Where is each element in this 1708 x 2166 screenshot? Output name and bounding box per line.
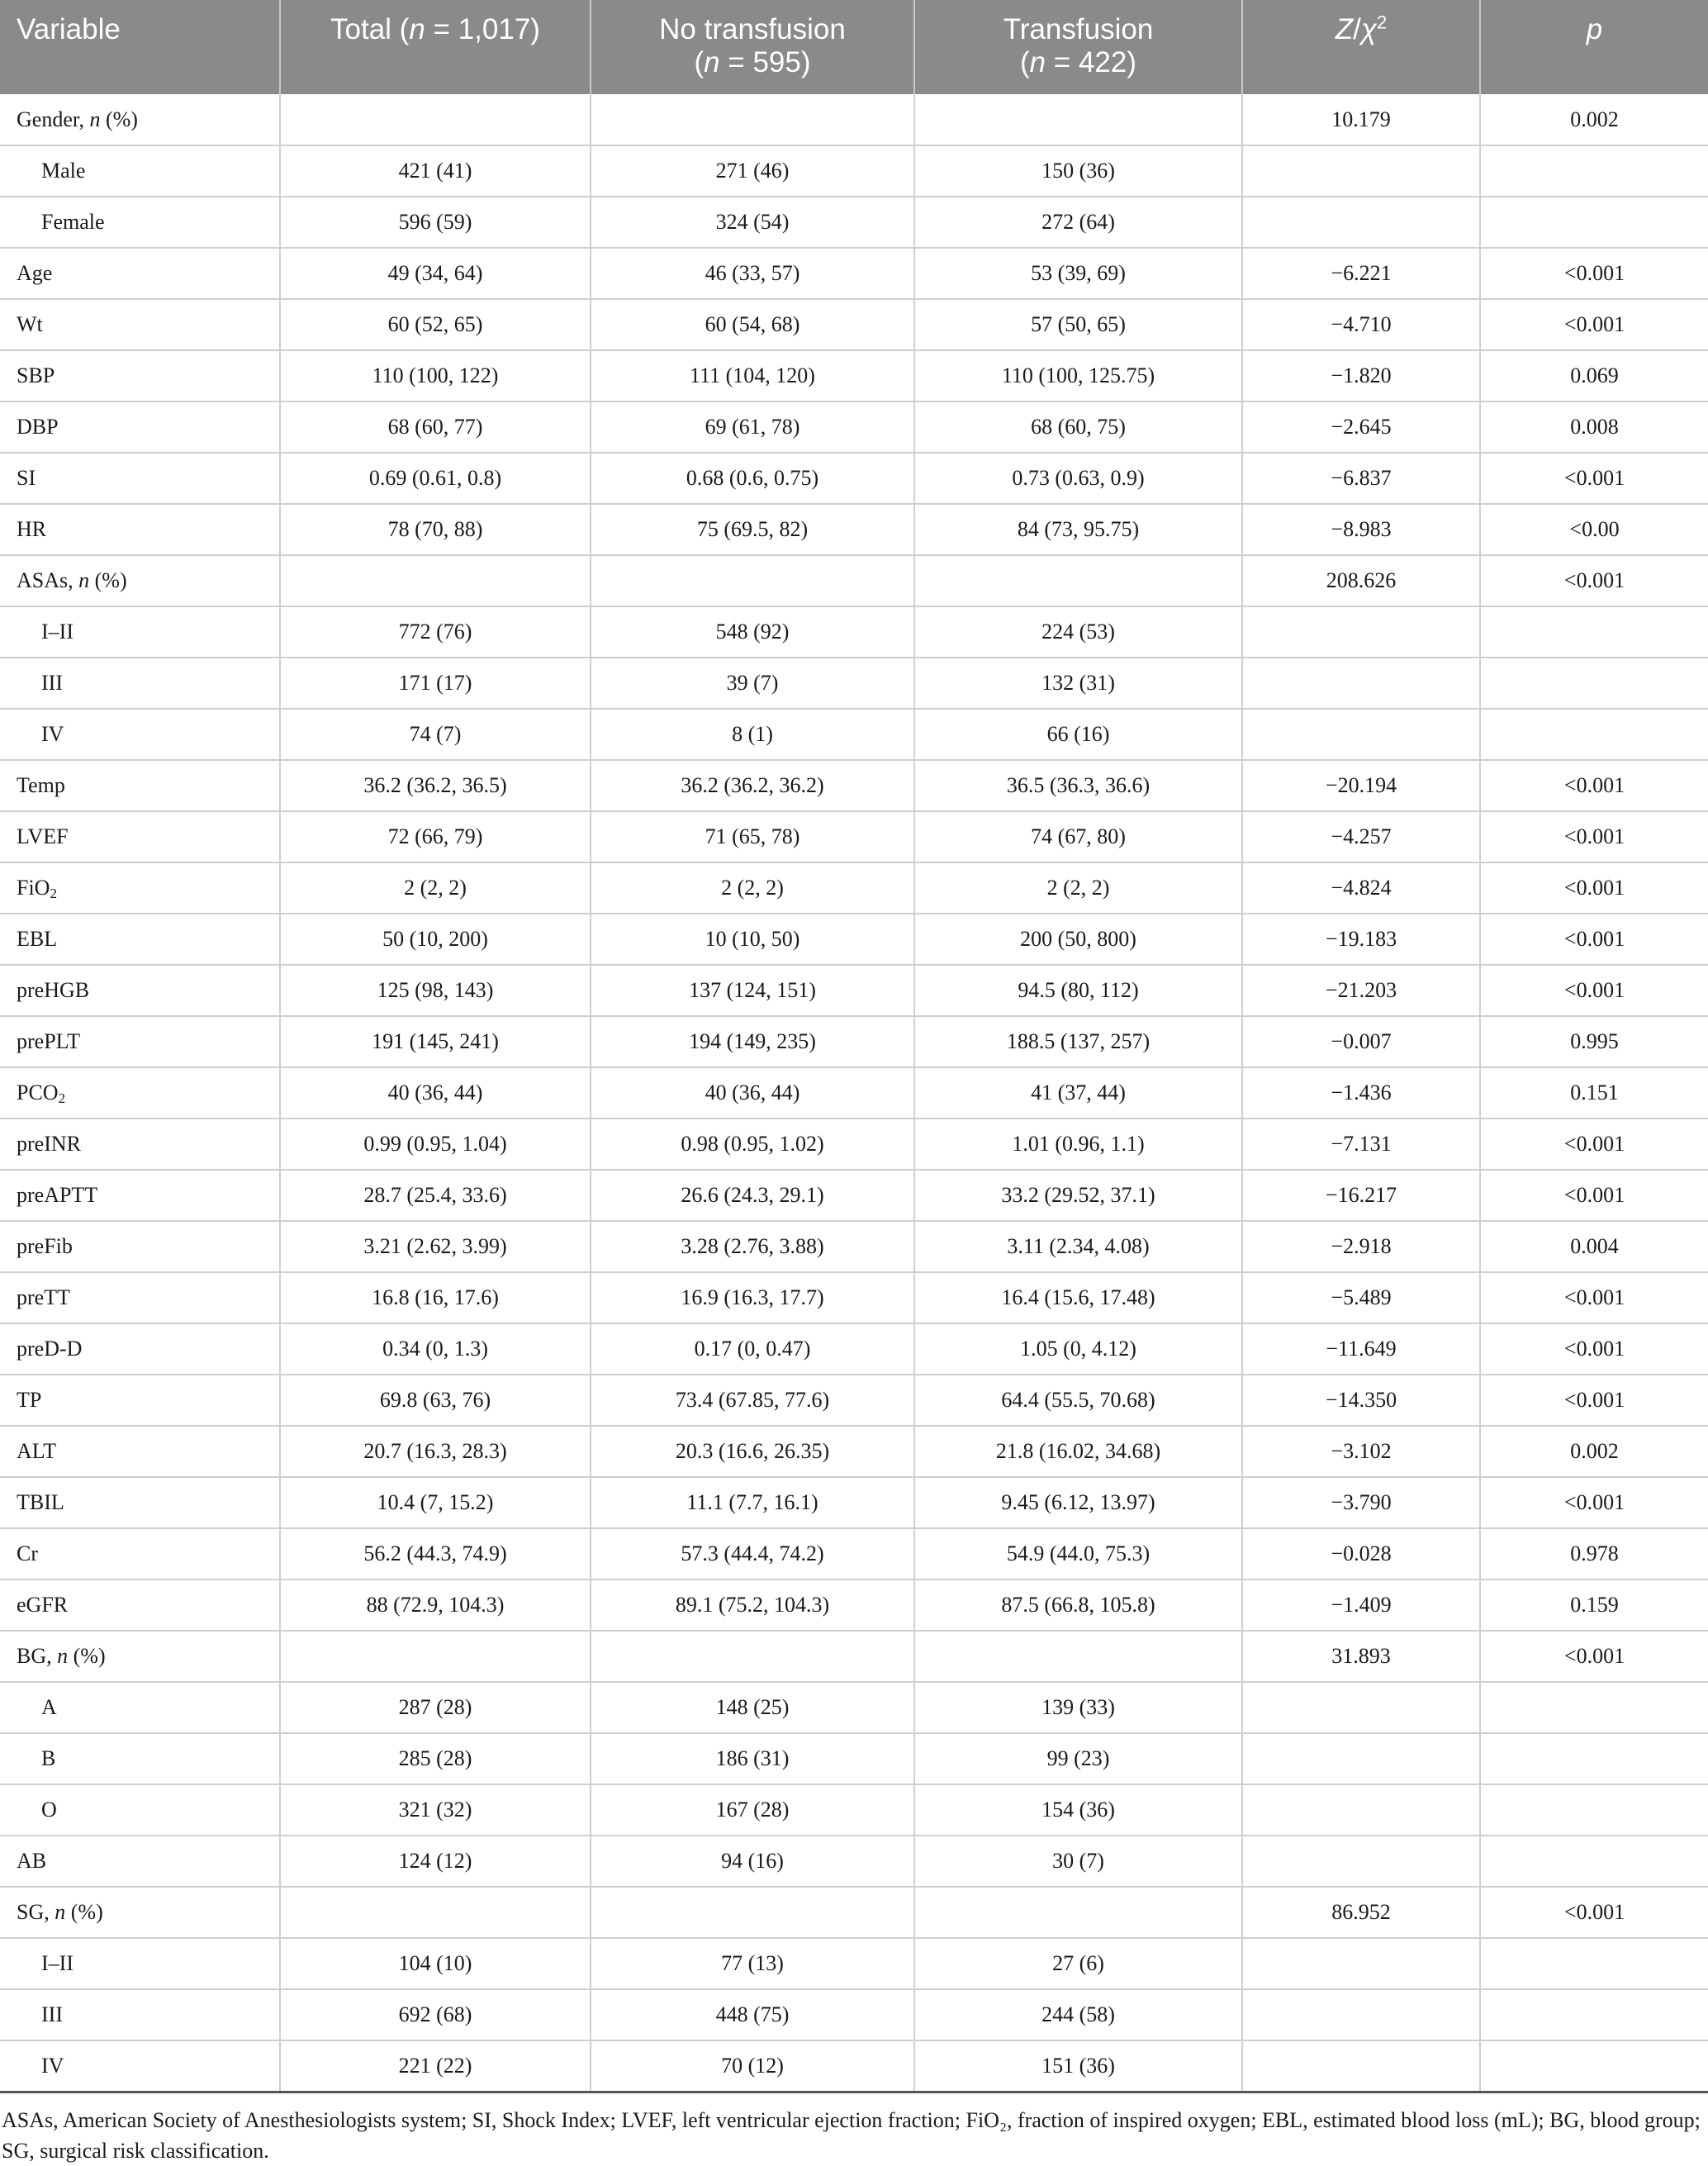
cell-p-value: <0.001 bbox=[1480, 453, 1708, 504]
cell-transfusion: 139 (33) bbox=[914, 1682, 1242, 1733]
header-variable: Variable bbox=[0, 0, 280, 94]
table-row bbox=[0, 1067, 1708, 1119]
header-statistic: $Z/\chi^2$ bbox=[1242, 0, 1480, 94]
cell-no-transfusion: 194 (149, 235) bbox=[591, 1016, 914, 1067]
cell-no-transfusion: 167 (28) bbox=[591, 1784, 914, 1836]
cell-total: 56.2 (44.3, 74.9) bbox=[280, 1528, 591, 1579]
cell-no-transfusion bbox=[591, 94, 914, 145]
cell-total: 3.21 (2.62, 3.99) bbox=[280, 1221, 591, 1272]
cell-total: 287 (28) bbox=[280, 1682, 591, 1733]
cell-variable: FiO$_2$ bbox=[0, 862, 280, 914]
cell-p-value: <0.001 bbox=[1480, 1887, 1708, 1938]
cell-statistic: −1.820 bbox=[1242, 350, 1480, 401]
cell-variable: I–II bbox=[0, 1938, 280, 1989]
table-row bbox=[0, 1579, 1708, 1631]
cell-total: 0.99 (0.95, 1.04) bbox=[280, 1119, 591, 1170]
cell-total: 20.7 (16.3, 28.3) bbox=[280, 1426, 591, 1477]
cell-total: 124 (12) bbox=[280, 1836, 591, 1887]
cell-variable: HR bbox=[0, 504, 280, 555]
cell-no-transfusion: 75 (69.5, 82) bbox=[591, 504, 914, 555]
cell-no-transfusion bbox=[591, 1631, 914, 1682]
cell-no-transfusion: 70 (12) bbox=[591, 2040, 914, 2092]
cell-total: 2 (2, 2) bbox=[280, 862, 591, 914]
table-row bbox=[0, 1323, 1708, 1375]
cell-p-value bbox=[1480, 145, 1708, 197]
table-row bbox=[0, 555, 1708, 606]
cell-total bbox=[280, 1631, 591, 1682]
cell-variable: LVEF bbox=[0, 811, 280, 862]
cell-total: 68 (60, 77) bbox=[280, 401, 591, 453]
cell-statistic bbox=[1242, 1836, 1480, 1887]
table-row bbox=[0, 1528, 1708, 1579]
cell-no-transfusion: 77 (13) bbox=[591, 1938, 914, 1989]
cell-p-value: <0.001 bbox=[1480, 555, 1708, 606]
cell-no-transfusion: 89.1 (75.2, 104.3) bbox=[591, 1579, 914, 1631]
cell-variable: I–II bbox=[0, 606, 280, 658]
cell-variable: EBL bbox=[0, 914, 280, 965]
table-row bbox=[0, 299, 1708, 350]
cell-variable: preD-D bbox=[0, 1323, 280, 1375]
table-row bbox=[0, 1784, 1708, 1836]
cell-transfusion: 33.2 (29.52, 37.1) bbox=[914, 1170, 1242, 1221]
cell-variable: SG, n (%) bbox=[0, 1887, 280, 1938]
cell-total: 88 (72.9, 104.3) bbox=[280, 1579, 591, 1631]
table-row bbox=[0, 1375, 1708, 1426]
table-row bbox=[0, 94, 1708, 145]
cell-total: 0.34 (0, 1.3) bbox=[280, 1323, 591, 1375]
cell-p-value: <0.001 bbox=[1480, 1631, 1708, 1682]
table-row bbox=[0, 197, 1708, 248]
cell-variable: Age bbox=[0, 248, 280, 299]
cell-no-transfusion: 94 (16) bbox=[591, 1836, 914, 1887]
cell-no-transfusion: 0.98 (0.95, 1.02) bbox=[591, 1119, 914, 1170]
table-row bbox=[0, 453, 1708, 504]
cell-total: 596 (59) bbox=[280, 197, 591, 248]
cell-transfusion: 36.5 (36.3, 36.6) bbox=[914, 760, 1242, 811]
cell-transfusion: 84 (73, 95.75) bbox=[914, 504, 1242, 555]
cell-transfusion: 0.73 (0.63, 0.9) bbox=[914, 453, 1242, 504]
cell-statistic: −14.350 bbox=[1242, 1375, 1480, 1426]
header-row bbox=[0, 0, 1708, 94]
table-body bbox=[0, 94, 1708, 2092]
cell-statistic bbox=[1242, 145, 1480, 197]
cell-statistic: −3.790 bbox=[1242, 1477, 1480, 1528]
cell-total: 74 (7) bbox=[280, 709, 591, 760]
cell-statistic: −8.983 bbox=[1242, 504, 1480, 555]
table-row bbox=[0, 1989, 1708, 2040]
cell-no-transfusion: 2 (2, 2) bbox=[591, 862, 914, 914]
cell-total bbox=[280, 555, 591, 606]
table-row bbox=[0, 1221, 1708, 1272]
cell-statistic bbox=[1242, 197, 1480, 248]
cell-statistic: −21.203 bbox=[1242, 965, 1480, 1016]
cell-total: 40 (36, 44) bbox=[280, 1067, 591, 1119]
table-row bbox=[0, 760, 1708, 811]
cell-statistic: −7.131 bbox=[1242, 1119, 1480, 1170]
cell-transfusion: 244 (58) bbox=[914, 1989, 1242, 2040]
cell-p-value bbox=[1480, 1989, 1708, 2040]
cell-p-value: <0.001 bbox=[1480, 299, 1708, 350]
cell-statistic: −2.645 bbox=[1242, 401, 1480, 453]
cell-variable: preINR bbox=[0, 1119, 280, 1170]
cell-p-value bbox=[1480, 1733, 1708, 1784]
cell-total: 321 (32) bbox=[280, 1784, 591, 1836]
cell-p-value: <0.001 bbox=[1480, 811, 1708, 862]
cell-variable: BG, n (%) bbox=[0, 1631, 280, 1682]
header-transfusion: Transfusion (n = 422) bbox=[914, 0, 1242, 94]
cell-statistic bbox=[1242, 1784, 1480, 1836]
table-row bbox=[0, 811, 1708, 862]
table-row bbox=[0, 1016, 1708, 1067]
cell-transfusion: 74 (67, 80) bbox=[914, 811, 1242, 862]
cell-transfusion: 30 (7) bbox=[914, 1836, 1242, 1887]
table-row bbox=[0, 1836, 1708, 1887]
cell-p-value: <0.001 bbox=[1480, 1170, 1708, 1221]
cell-statistic bbox=[1242, 658, 1480, 709]
cell-no-transfusion: 0.17 (0, 0.47) bbox=[591, 1323, 914, 1375]
cell-transfusion: 272 (64) bbox=[914, 197, 1242, 248]
cell-transfusion: 64.4 (55.5, 70.68) bbox=[914, 1375, 1242, 1426]
table-header bbox=[0, 0, 1708, 94]
cell-no-transfusion: 8 (1) bbox=[591, 709, 914, 760]
cell-no-transfusion: 111 (104, 120) bbox=[591, 350, 914, 401]
cell-p-value: <0.00 bbox=[1480, 504, 1708, 555]
cell-transfusion: 41 (37, 44) bbox=[914, 1067, 1242, 1119]
cell-statistic: −0.007 bbox=[1242, 1016, 1480, 1067]
cell-p-value bbox=[1480, 197, 1708, 248]
cell-statistic: −1.436 bbox=[1242, 1067, 1480, 1119]
header-no-transfusion: No transfusion (n = 595) bbox=[591, 0, 914, 94]
cell-total bbox=[280, 1887, 591, 1938]
cell-p-value: <0.001 bbox=[1480, 1272, 1708, 1323]
cell-statistic: −2.918 bbox=[1242, 1221, 1480, 1272]
cell-statistic: −6.837 bbox=[1242, 453, 1480, 504]
cell-total: 221 (22) bbox=[280, 2040, 591, 2092]
cell-variable: B bbox=[0, 1733, 280, 1784]
cell-transfusion bbox=[914, 1887, 1242, 1938]
cell-p-value: <0.001 bbox=[1480, 862, 1708, 914]
cell-variable: SBP bbox=[0, 350, 280, 401]
cell-statistic: −4.824 bbox=[1242, 862, 1480, 914]
cell-transfusion: 154 (36) bbox=[914, 1784, 1242, 1836]
cell-no-transfusion bbox=[591, 555, 914, 606]
cell-no-transfusion: 36.2 (36.2, 36.2) bbox=[591, 760, 914, 811]
cell-no-transfusion: 324 (54) bbox=[591, 197, 914, 248]
cell-p-value: 0.069 bbox=[1480, 350, 1708, 401]
cell-p-value: 0.008 bbox=[1480, 401, 1708, 453]
cell-p-value: 0.151 bbox=[1480, 1067, 1708, 1119]
cell-total: 125 (98, 143) bbox=[280, 965, 591, 1016]
cell-no-transfusion: 60 (54, 68) bbox=[591, 299, 914, 350]
cell-transfusion: 21.8 (16.02, 34.68) bbox=[914, 1426, 1242, 1477]
cell-p-value: 0.995 bbox=[1480, 1016, 1708, 1067]
cell-total: 49 (34, 64) bbox=[280, 248, 591, 299]
cell-total: 50 (10, 200) bbox=[280, 914, 591, 965]
cell-transfusion: 66 (16) bbox=[914, 709, 1242, 760]
cell-no-transfusion: 11.1 (7.7, 16.1) bbox=[591, 1477, 914, 1528]
cell-statistic: 86.952 bbox=[1242, 1887, 1480, 1938]
cell-p-value: 0.004 bbox=[1480, 1221, 1708, 1272]
cell-p-value: <0.001 bbox=[1480, 914, 1708, 965]
cell-total: 36.2 (36.2, 36.5) bbox=[280, 760, 591, 811]
cell-p-value bbox=[1480, 1682, 1708, 1733]
cell-statistic: −1.409 bbox=[1242, 1579, 1480, 1631]
cell-no-transfusion: 271 (46) bbox=[591, 145, 914, 197]
cell-p-value: <0.001 bbox=[1480, 248, 1708, 299]
cell-total: 171 (17) bbox=[280, 658, 591, 709]
cell-variable: $PCO_2$ bbox=[0, 1067, 280, 1119]
cell-p-value: <0.001 bbox=[1480, 965, 1708, 1016]
header-p-value: p bbox=[1480, 0, 1708, 94]
cell-p-value: 0.159 bbox=[1480, 1579, 1708, 1631]
cell-transfusion bbox=[914, 555, 1242, 606]
cell-transfusion: 1.05 (0, 4.12) bbox=[914, 1323, 1242, 1375]
cell-variable: ASAs, n (%) bbox=[0, 555, 280, 606]
cell-transfusion: 68 (60, 75) bbox=[914, 401, 1242, 453]
cell-variable: III bbox=[0, 658, 280, 709]
cell-total: 104 (10) bbox=[280, 1938, 591, 1989]
cell-transfusion: 16.4 (15.6, 17.48) bbox=[914, 1272, 1242, 1323]
cell-total: 692 (68) bbox=[280, 1989, 591, 2040]
cell-p-value: <0.001 bbox=[1480, 1375, 1708, 1426]
cell-transfusion: 27 (6) bbox=[914, 1938, 1242, 1989]
cell-statistic: 10.179 bbox=[1242, 94, 1480, 145]
cell-transfusion: 110 (100, 125.75) bbox=[914, 350, 1242, 401]
table-row bbox=[0, 401, 1708, 453]
table-row bbox=[0, 1631, 1708, 1682]
cell-p-value: 0.002 bbox=[1480, 94, 1708, 145]
cell-no-transfusion: 73.4 (67.85, 77.6) bbox=[591, 1375, 914, 1426]
cell-transfusion: 54.9 (44.0, 75.3) bbox=[914, 1528, 1242, 1579]
cell-transfusion: 132 (31) bbox=[914, 658, 1242, 709]
cell-variable: TP bbox=[0, 1375, 280, 1426]
cell-variable: preFib bbox=[0, 1221, 280, 1272]
cell-variable: Temp bbox=[0, 760, 280, 811]
cell-variable: O bbox=[0, 1784, 280, 1836]
table-row bbox=[0, 1938, 1708, 1989]
cell-statistic: −20.194 bbox=[1242, 760, 1480, 811]
cell-no-transfusion: 548 (92) bbox=[591, 606, 914, 658]
cell-no-transfusion: 71 (65, 78) bbox=[591, 811, 914, 862]
cell-variable: preHGB bbox=[0, 965, 280, 1016]
table-footnote: ASAs, American Society of Anesthesiologists system; SI, Shock Index; LVEF, left ventricular ejection fraction; FiO₂, fraction of inspired oxygen; EBL, estimated blood loss (mL); BG, blood group; SG, surgical risk classification. bbox=[2, 2107, 1701, 2163]
cell-variable: A bbox=[0, 1682, 280, 1733]
cell-no-transfusion: 26.6 (24.3, 29.1) bbox=[591, 1170, 914, 1221]
cell-total: 69.8 (63, 76) bbox=[280, 1375, 591, 1426]
table-row bbox=[0, 1426, 1708, 1477]
cell-p-value: <0.001 bbox=[1480, 1119, 1708, 1170]
cell-p-value bbox=[1480, 2040, 1708, 2092]
cell-statistic bbox=[1242, 1733, 1480, 1784]
cell-transfusion: 53 (39, 69) bbox=[914, 248, 1242, 299]
cell-no-transfusion: 57.3 (44.4, 74.2) bbox=[591, 1528, 914, 1579]
cell-p-value bbox=[1480, 1836, 1708, 1887]
cell-p-value: 0.002 bbox=[1480, 1426, 1708, 1477]
cell-transfusion: 9.45 (6.12, 13.97) bbox=[914, 1477, 1242, 1528]
cell-no-transfusion: 3.28 (2.76, 3.88) bbox=[591, 1221, 914, 1272]
cell-total: 28.7 (25.4, 33.6) bbox=[280, 1170, 591, 1221]
cell-variable: eGFR bbox=[0, 1579, 280, 1631]
table-row bbox=[0, 709, 1708, 760]
cell-transfusion: 224 (53) bbox=[914, 606, 1242, 658]
cell-statistic: −6.221 bbox=[1242, 248, 1480, 299]
cell-transfusion: 188.5 (137, 257) bbox=[914, 1016, 1242, 1067]
cell-p-value bbox=[1480, 606, 1708, 658]
table-row bbox=[0, 658, 1708, 709]
table-row bbox=[0, 1272, 1708, 1323]
cell-variable: TBIL bbox=[0, 1477, 280, 1528]
cell-statistic: −3.102 bbox=[1242, 1426, 1480, 1477]
cell-variable: Cr bbox=[0, 1528, 280, 1579]
cell-statistic: −0.028 bbox=[1242, 1528, 1480, 1579]
table-row bbox=[0, 1119, 1708, 1170]
table-row bbox=[0, 606, 1708, 658]
cell-p-value bbox=[1480, 1784, 1708, 1836]
cell-no-transfusion: 16.9 (16.3, 17.7) bbox=[591, 1272, 914, 1323]
cell-transfusion bbox=[914, 1631, 1242, 1682]
cell-p-value: <0.001 bbox=[1480, 1323, 1708, 1375]
cell-total: 72 (66, 79) bbox=[280, 811, 591, 862]
cell-p-value bbox=[1480, 1938, 1708, 1989]
cell-statistic: −19.183 bbox=[1242, 914, 1480, 965]
cell-transfusion: 150 (36) bbox=[914, 145, 1242, 197]
cell-total: 60 (52, 65) bbox=[280, 299, 591, 350]
table-row bbox=[0, 965, 1708, 1016]
cell-variable: ALT bbox=[0, 1426, 280, 1477]
cell-no-transfusion: 137 (124, 151) bbox=[591, 965, 914, 1016]
table-row bbox=[0, 145, 1708, 197]
cell-statistic: −11.649 bbox=[1242, 1323, 1480, 1375]
table-row bbox=[0, 1170, 1708, 1221]
cell-no-transfusion: 69 (61, 78) bbox=[591, 401, 914, 453]
cell-statistic: −4.710 bbox=[1242, 299, 1480, 350]
cell-transfusion: 1.01 (0.96, 1.1) bbox=[914, 1119, 1242, 1170]
table-row bbox=[0, 1682, 1708, 1733]
cell-no-transfusion: 46 (33, 57) bbox=[591, 248, 914, 299]
cell-total: 772 (76) bbox=[280, 606, 591, 658]
cell-p-value bbox=[1480, 658, 1708, 709]
table-row bbox=[0, 248, 1708, 299]
cell-statistic: 208.626 bbox=[1242, 555, 1480, 606]
cell-variable: preAPTT bbox=[0, 1170, 280, 1221]
cell-variable: prePLT bbox=[0, 1016, 280, 1067]
cell-no-transfusion: 448 (75) bbox=[591, 1989, 914, 2040]
cell-statistic: −16.217 bbox=[1242, 1170, 1480, 1221]
cell-total: 421 (41) bbox=[280, 145, 591, 197]
cell-total: 0.69 (0.61, 0.8) bbox=[280, 453, 591, 504]
header-total: Total (n = 1,017) bbox=[280, 0, 591, 94]
cell-transfusion: 2 (2, 2) bbox=[914, 862, 1242, 914]
cell-variable: DBP bbox=[0, 401, 280, 453]
cell-p-value bbox=[1480, 709, 1708, 760]
cell-total: 110 (100, 122) bbox=[280, 350, 591, 401]
cell-statistic bbox=[1242, 709, 1480, 760]
cell-variable: preTT bbox=[0, 1272, 280, 1323]
cell-statistic bbox=[1242, 606, 1480, 658]
cell-variable: Male bbox=[0, 145, 280, 197]
cell-total: 285 (28) bbox=[280, 1733, 591, 1784]
cell-variable: III bbox=[0, 1989, 280, 2040]
cell-variable: Gender, n (%) bbox=[0, 94, 280, 145]
table-row bbox=[0, 1887, 1708, 1938]
table-row bbox=[0, 504, 1708, 555]
cell-statistic: 31.893 bbox=[1242, 1631, 1480, 1682]
cell-variable: Wt bbox=[0, 299, 280, 350]
table-row bbox=[0, 862, 1708, 914]
cell-transfusion bbox=[914, 94, 1242, 145]
cell-statistic: −4.257 bbox=[1242, 811, 1480, 862]
cell-total: 78 (70, 88) bbox=[280, 504, 591, 555]
cell-total: 10.4 (7, 15.2) bbox=[280, 1477, 591, 1528]
cell-total: 16.8 (16, 17.6) bbox=[280, 1272, 591, 1323]
cell-variable: IV bbox=[0, 709, 280, 760]
cell-transfusion: 3.11 (2.34, 4.08) bbox=[914, 1221, 1242, 1272]
cell-no-transfusion: 20.3 (16.6, 26.35) bbox=[591, 1426, 914, 1477]
cell-no-transfusion: 39 (7) bbox=[591, 658, 914, 709]
cell-transfusion: 151 (36) bbox=[914, 2040, 1242, 2092]
table-row bbox=[0, 1477, 1708, 1528]
cell-no-transfusion: 10 (10, 50) bbox=[591, 914, 914, 965]
cell-total: 191 (145, 241) bbox=[280, 1016, 591, 1067]
cell-variable: SI bbox=[0, 453, 280, 504]
cell-statistic: −5.489 bbox=[1242, 1272, 1480, 1323]
cell-variable: IV bbox=[0, 2040, 280, 2092]
cell-transfusion: 99 (23) bbox=[914, 1733, 1242, 1784]
cell-statistic bbox=[1242, 1938, 1480, 1989]
cell-no-transfusion: 0.68 (0.6, 0.75) bbox=[591, 453, 914, 504]
cell-p-value: 0.978 bbox=[1480, 1528, 1708, 1579]
cell-no-transfusion: 186 (31) bbox=[591, 1733, 914, 1784]
cell-total bbox=[280, 94, 591, 145]
table-row bbox=[0, 914, 1708, 965]
cell-p-value: <0.001 bbox=[1480, 1477, 1708, 1528]
cell-transfusion: 57 (50, 65) bbox=[914, 299, 1242, 350]
cell-p-value: <0.001 bbox=[1480, 760, 1708, 811]
cell-transfusion: 94.5 (80, 112) bbox=[914, 965, 1242, 1016]
cell-variable: Female bbox=[0, 197, 280, 248]
table-row bbox=[0, 350, 1708, 401]
cell-no-transfusion: 148 (25) bbox=[591, 1682, 914, 1733]
table-row bbox=[0, 2040, 1708, 2092]
cell-statistic bbox=[1242, 1682, 1480, 1733]
cell-statistic bbox=[1242, 1989, 1480, 2040]
table-row bbox=[0, 1733, 1708, 1784]
cell-variable: AB bbox=[0, 1836, 280, 1887]
cell-no-transfusion: 40 (36, 44) bbox=[591, 1067, 914, 1119]
cell-statistic bbox=[1242, 2040, 1480, 2092]
cell-transfusion: 87.5 (66.8, 105.8) bbox=[914, 1579, 1242, 1631]
cell-transfusion: 200 (50, 800) bbox=[914, 914, 1242, 965]
cell-no-transfusion bbox=[591, 1887, 914, 1938]
